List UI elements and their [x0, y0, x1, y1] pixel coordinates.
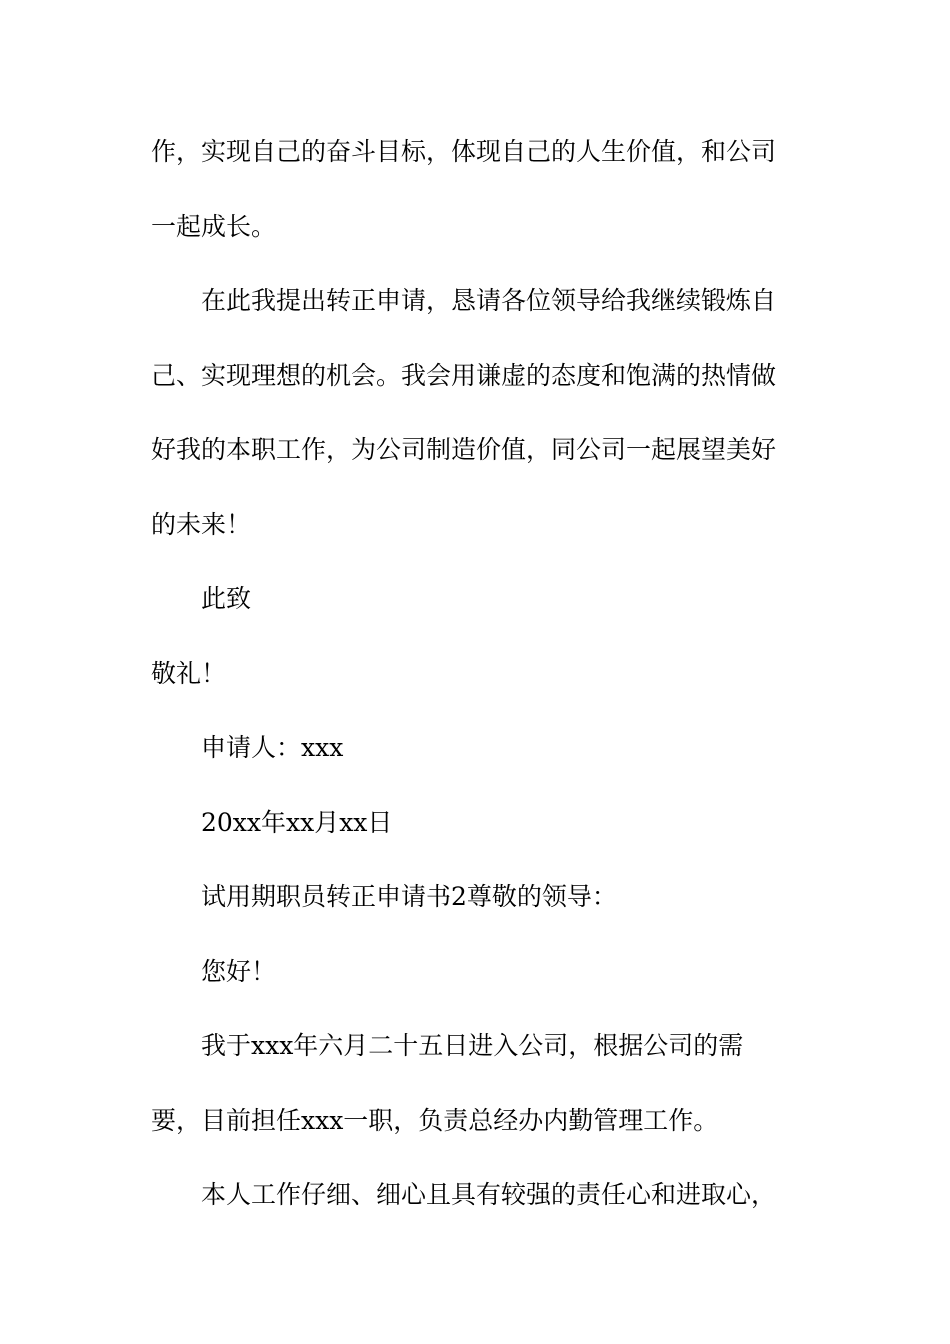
- document-body: [151, 128, 801, 1246]
- closing-salutation: 此致: [201, 584, 252, 613]
- text-line: 的未来！: [151, 509, 252, 539]
- text-line: 我于xxx年六月二十五日进入公司，根据公司的需: [201, 1031, 744, 1060]
- closing-regards: 敬礼！: [151, 658, 227, 688]
- text-line: 作，实现自己的奋斗目标，体现自己的人生价值，和公司: [151, 137, 777, 166]
- applicant-line: 申请人：xxx: [201, 733, 344, 762]
- date-line: 20xx年xx月xx日: [201, 807, 393, 837]
- text-line: 己、实现理想的机会。我会用谦虚的态度和饱满的热情做: [151, 360, 777, 390]
- text-line: 要，目前担任xxx一职，负责总经办内勤管理工作。: [151, 1105, 719, 1135]
- greeting: 您好！: [201, 956, 277, 986]
- section-heading: 试用期职员转正申请书2尊敬的领导：: [201, 882, 617, 911]
- text-line: 一起成长。: [151, 211, 277, 241]
- text-line: 好我的本职工作，为公司制造价值，同公司一起展望美好: [151, 435, 777, 464]
- text-line: 在此我提出转正申请，恳请各位领导给我继续锻炼自: [201, 286, 777, 315]
- text-line: 本人工作仔细、细心且具有较强的责任心和进取心，: [201, 1180, 777, 1209]
